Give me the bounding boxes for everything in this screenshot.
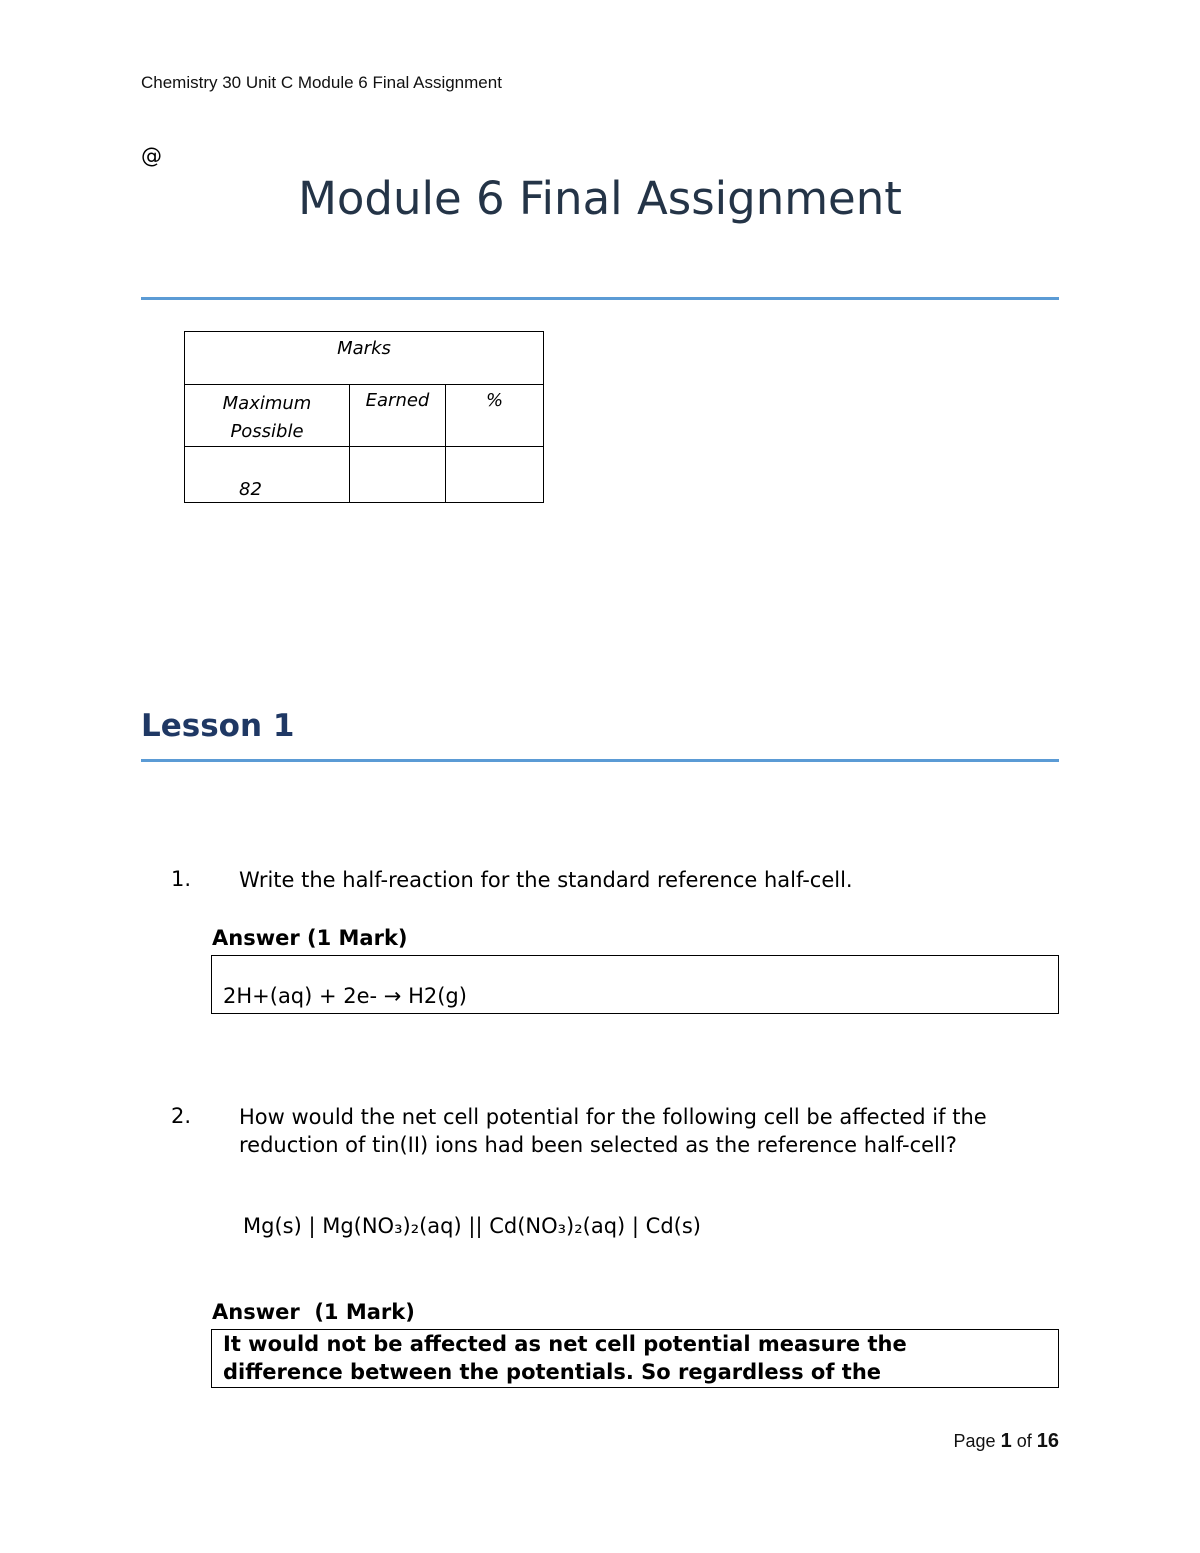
answer-text: It would not be affected as net cell potential measure the difference between the potentials. So regardless of the [223, 1332, 907, 1384]
answer-box[interactable] [211, 955, 1059, 1014]
marks-table [184, 331, 544, 503]
page-title: Module 6 Final Assignment [298, 172, 902, 225]
lesson-divider [141, 759, 1059, 762]
maximum-value: 82 [185, 447, 350, 503]
question-text: How would the net cell potential for the following cell be affected if the reduction of tin(II) ions had been selected as the reference half-cell? [239, 1105, 987, 1157]
page-footer [0, 1430, 1059, 1453]
running-header: Chemistry 30 Unit C Module 6 Final Assignment [141, 73, 502, 92]
at-symbol: @ [141, 144, 162, 168]
question-number: 2. [171, 1104, 192, 1128]
answer-label: Answer (1 Mark) [212, 926, 408, 950]
title-divider [141, 297, 1059, 300]
earned-value[interactable] [350, 447, 446, 503]
col-maximum-label: Maximum Possible [222, 393, 312, 442]
page-word: Page [953, 1431, 996, 1451]
lesson-heading: Lesson 1 [141, 708, 295, 744]
col-earned: Earned [350, 385, 446, 447]
cell-notation: Mg(s) | Mg(NO₃)₂(aq) || Cd(NO₃)₂(aq) | Cd(s) [243, 1214, 701, 1238]
page-total: 16 [1036, 1430, 1059, 1452]
question-number: 1. [171, 867, 192, 891]
percent-value[interactable] [446, 447, 544, 503]
answer-box[interactable] [211, 1329, 1059, 1388]
question-text: Write the half-reaction for the standard reference half-cell. [239, 868, 853, 892]
page-number: 1 [1000, 1430, 1012, 1452]
col-maximum-possible [185, 385, 350, 447]
marks-heading: Marks [185, 332, 544, 385]
answer-text: 2H+(aq) + 2e- → H2(g) [223, 984, 467, 1008]
answer-label: Answer (1 Mark) [212, 1300, 415, 1324]
col-percent: % [446, 385, 544, 447]
of-word: of [1016, 1431, 1032, 1451]
